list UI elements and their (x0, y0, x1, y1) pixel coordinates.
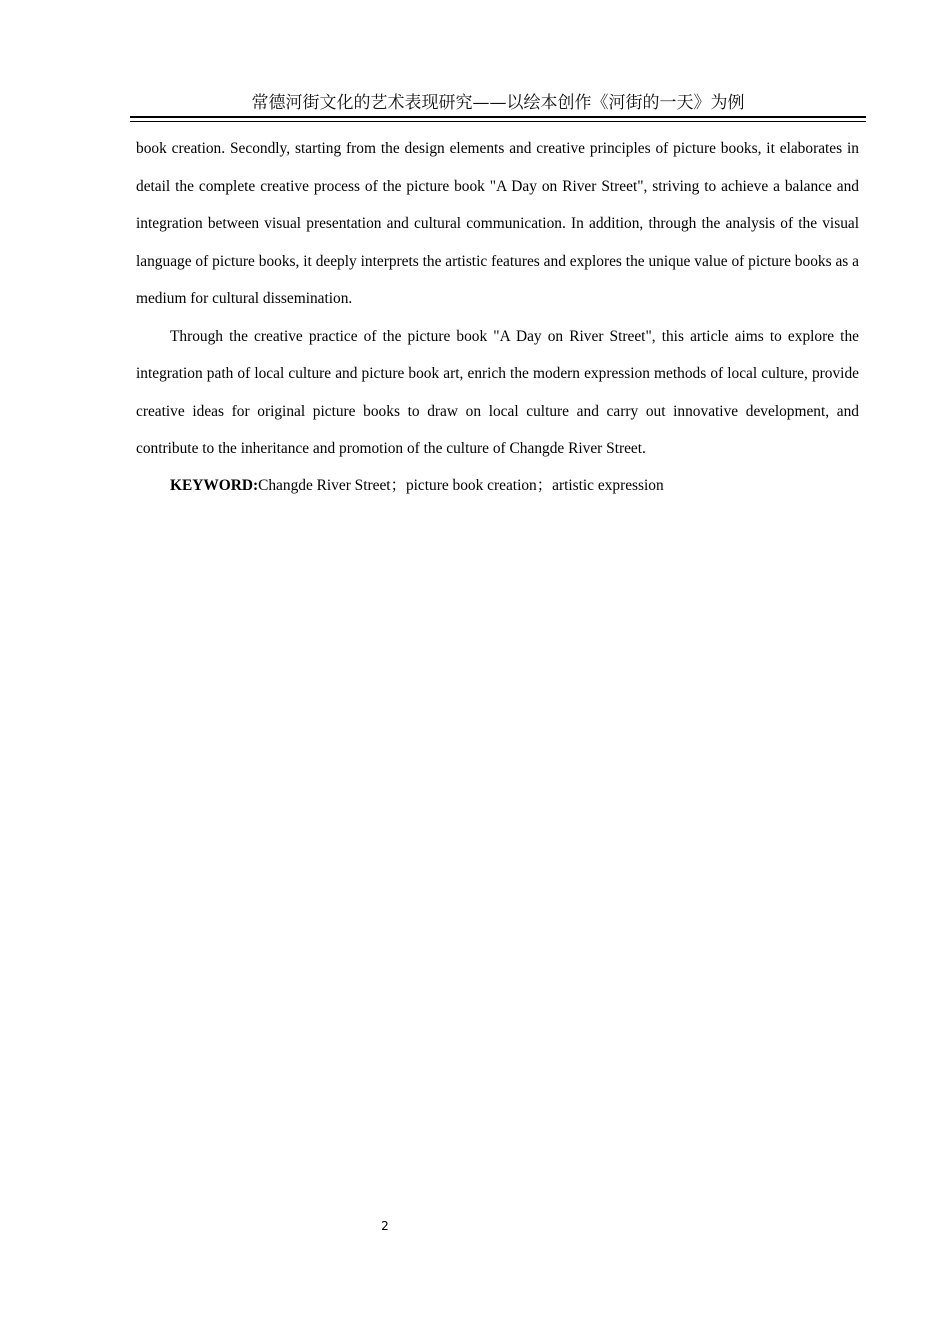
abstract-paragraph-continued: book creation. Secondly, starting from the design elements and creative principles of picture books, it elaborates in detail the complete creative process of the picture book "A Day on River Street", striving to achieve a balance and integration between visual presentation and cultural communication. In addition, through the analysis of the visual language of picture books, it deeply interprets the artistic features and explores the unique value of picture books as a medium for cultural dissemination. (136, 140, 859, 307)
running-header: 常德河街文化的艺术表现研究——以绘本创作《河街的一天》为例 (251, 93, 745, 113)
page-number: 2 (381, 1219, 389, 1233)
keywords-line (136, 468, 859, 504)
abstract-body (136, 130, 859, 504)
header-double-rule (130, 116, 866, 122)
keywords-text: Changde River Street；picture book creation；artistic expression (258, 476, 664, 494)
keywords-label: KEYWORD: (170, 476, 259, 494)
abstract-paragraph: Through the creative practice of the picture book "A Day on River Street", this article aims to explore the integration path of local culture and picture book art, enrich the modern expression methods of local culture, provide creative ideas for original picture books to draw on local culture and carry out innovative development, and contribute to the inheritance and promotion of the culture of Changde River Street. (136, 327, 859, 457)
